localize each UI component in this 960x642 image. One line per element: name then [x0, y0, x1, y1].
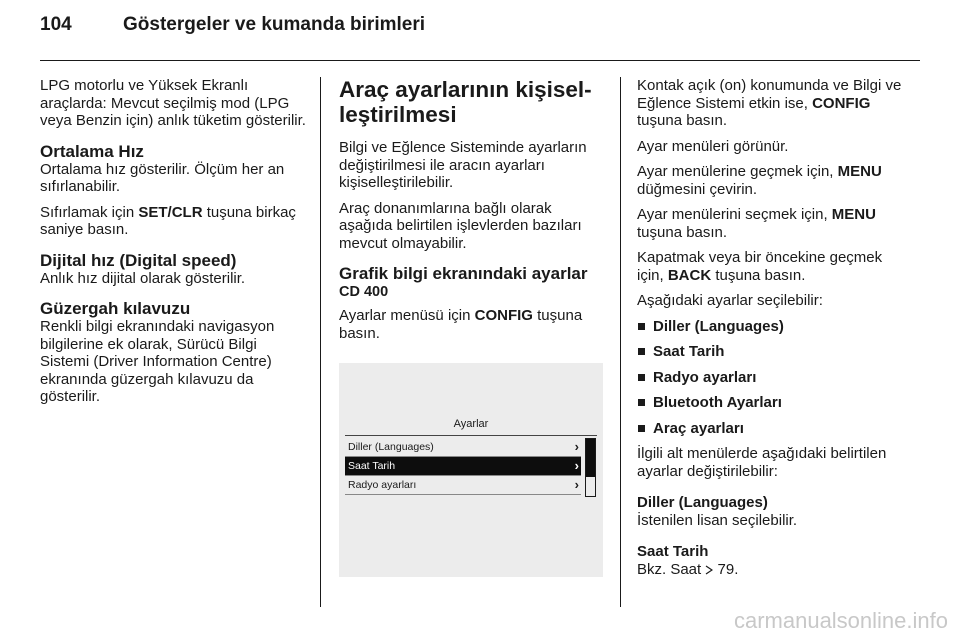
ignition-text-pre: Kontak açık (on) konumunda ve Bilgi ve Eğlence Sistemi etkin ise, [637, 77, 902, 112]
config-key: CONFIG [474, 307, 533, 324]
select-menu-post: tuşuna basın. [637, 223, 728, 241]
chevron-right-icon: › [574, 477, 579, 492]
personalization-text: Bilgi ve Eğlence Sisteminde ayarların değiştirilmesi ile aracın ayarları kişiselleştirilebilir. [339, 139, 587, 191]
submenu-text: İlgili alt menülerde aşağıdaki belirtilen ayarlar değiştirilebilir: [637, 445, 887, 480]
screen-menu-item-label: Radyo ayarları [348, 479, 417, 491]
header-rule [40, 60, 920, 61]
bullet-square-icon [638, 425, 645, 432]
screen-menu-item [345, 438, 581, 457]
digital-speed-heading: Dijital hız (Digital speed) [40, 250, 237, 270]
back-text-post: tuşuna basın. [711, 266, 806, 284]
config-text-post: tuşuna basın. [339, 307, 583, 342]
selectable-settings-text: Aşağıdaki ayarlar seçilebilir: [637, 292, 823, 309]
ignition-text-post: tuşuna basın. [637, 112, 728, 129]
reset-text-post: tuşuna birkaç saniye basın. [40, 203, 296, 238]
screen-scrollbar [585, 438, 596, 497]
list-item-label: Bluetooth Ayarları [653, 394, 782, 411]
screen-menu-item-label: Diller (Languages) [348, 441, 434, 453]
list-item [637, 343, 912, 361]
turn-menu-text [637, 163, 912, 198]
route-guidance-text: Renkli bilgi ekranındaki navigasyon bilgilerine ek olarak, Sürücü Bilgi Sistemi (Driver Information Centre) ekranında güzergah kılavuzu da gösterilir. [40, 318, 275, 405]
languages-text: İstenilen lisan seçilebilir. [637, 511, 798, 529]
screen-menu-item [345, 476, 581, 495]
reset-text [40, 204, 308, 239]
section-heading: Araç ayarlarının kişisel-leştirilmesi [339, 77, 592, 127]
graphic-display-heading: Grafik bilgi ekranındaki ayarlar [339, 264, 588, 283]
back-key: BACK [667, 266, 712, 284]
set-clr-key: SET/CLR [138, 203, 203, 221]
list-item [637, 394, 912, 412]
menus-visible-text: Ayar menüleri görünür. [637, 137, 789, 155]
back-text [637, 249, 912, 284]
list-item-label: Diller (Languages) [653, 317, 784, 335]
back-text-pre: Kapatmak veya bir öncekine geçmek için, [637, 249, 883, 284]
list-item-label: Radyo ayarları [653, 368, 757, 386]
languages-heading: Diller (Languages) [637, 494, 768, 511]
settings-screen-image [339, 363, 603, 577]
page-reference-icon [705, 565, 713, 575]
list-item [637, 318, 912, 336]
list-item-label: Araç ayarları [653, 419, 744, 437]
column-3 [637, 77, 912, 586]
bullet-square-icon [638, 374, 645, 381]
reset-text-pre: Sıfırlamak için [40, 203, 139, 221]
column-2 [339, 77, 605, 350]
bullet-square-icon [638, 399, 645, 406]
list-item-label: Saat Tarih [653, 343, 725, 360]
screen-title-rule [345, 435, 597, 436]
time-ref-pre: Bkz. Saat [637, 560, 706, 578]
watermark: carmanualsonline.info [733, 608, 948, 633]
bullet-square-icon [638, 348, 645, 355]
chevron-right-icon: › [574, 439, 579, 454]
page-title: Göstergeler ve kumanda birimleri [123, 14, 426, 35]
screen-menu-item [345, 457, 581, 476]
ignition-text [637, 77, 912, 130]
bullet-square-icon [638, 323, 645, 330]
column-divider-2 [620, 77, 621, 607]
settings-list [637, 318, 912, 438]
route-guidance-heading: Güzergah kılavuzu [40, 299, 191, 318]
screen-menu-list [345, 438, 581, 495]
menu-key: MENU [837, 163, 882, 180]
time-date-text [637, 561, 912, 579]
select-menu-text [637, 206, 912, 241]
screen-menu-item-label: Saat Tarih [348, 460, 396, 472]
column-divider-1 [320, 77, 321, 607]
menu-key: MENU [831, 206, 876, 223]
config-text-pre: Ayarlar menüsü için [339, 307, 475, 324]
config-key: CONFIG [812, 94, 871, 112]
time-date-heading: Saat Tarih [637, 543, 709, 560]
config-text [339, 307, 605, 342]
screen-scrollbar-thumb [586, 439, 595, 477]
equipment-note: Araç donanımlarına bağlı olarak aşağıda belirtilen işlevlerden bazıları mevcut olmayabilir. [339, 199, 582, 252]
page-number: 104 [40, 14, 72, 35]
model-heading: CD 400 [339, 284, 389, 300]
avg-speed-heading: Ortalama Hız [40, 141, 144, 161]
list-item [637, 369, 912, 387]
time-ref-page[interactable]: 79. [717, 560, 739, 578]
digital-speed-text: Anlık hız dijital olarak gösterilir. [40, 269, 246, 287]
turn-menu-pre: Ayar menülerine geçmek için, [637, 163, 838, 180]
select-menu-pre: Ayar menülerini seçmek için, [637, 206, 832, 223]
chevron-right-icon: › [574, 458, 579, 473]
turn-menu-post: düğmesini çevirin. [637, 180, 758, 198]
column-1 [40, 77, 308, 414]
avg-speed-text: Ortalama hız gösterilir. Ölçüm her an sıfırlanabilir. [40, 160, 285, 195]
list-item [637, 420, 912, 438]
lpg-intro-text: LPG motorlu ve Yüksek Ekranlı araçlarda: Mevcut seçilmiş mod (LPG veya Benzin için) anlık tüketim gösterilir. [40, 77, 306, 129]
screen-title: Ayarlar [453, 418, 489, 430]
